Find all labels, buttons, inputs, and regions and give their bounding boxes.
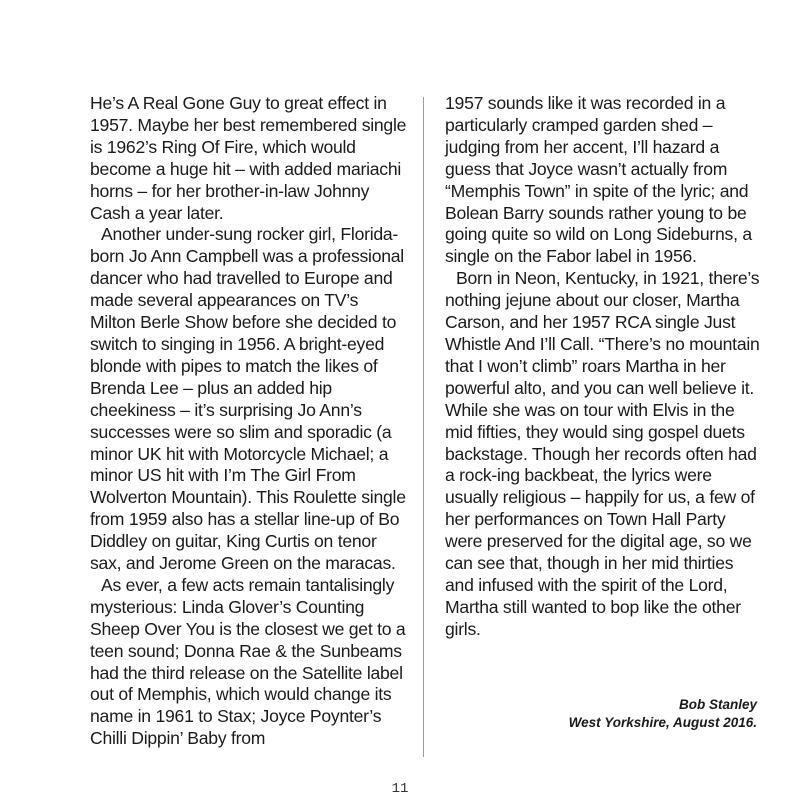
left-paragraph-1: He’s A Real Gone Guy to great effect in 1957. Maybe her best remembered single is 1962’s Ring Of Fire, which would become a huge hit – with added mariachi horns – for her brother-in-law Johnny Cash a year later.	[90, 93, 407, 223]
left-paragraph-2: Another under-sung rocker girl, Florida-born Jo Ann Campbell was a professional dancer who had travelled to Europe and made several appearances on TV’s Milton Berle Show before she decided to switch to singing in 1956. A bright-eyed blonde with pipes to match the likes of Brenda Lee – plus an added hip cheekiness – it’s surprising Jo Ann’s successes were so slim and sporadic (a minor UK hit with Motorcycle Michael; a minor US hit with I’m The Girl From Wolverton Mountain). This Roulette single from 1959 also has a stellar line-up of Bo Diddley on guitar, King Curtis on tenor sax, and Jerome Green on the maracas.	[90, 224, 406, 574]
left-column	[90, 93, 408, 750]
author-signature	[569, 696, 757, 732]
right-paragraph-1: 1957 sounds like it was recorded in a particularly cramped garden shed – judging from her accent, I’ll hazard a guess that Joyce wasn’t actually from “Memphis Town” in spite of the lyric; and Bolean Barry sounds rather young to be going quite so wild on Long Sideburns, a single on the Fabor label in 1956.	[445, 93, 752, 267]
page-number: 11	[391, 781, 409, 797]
place-date: West Yorkshire, August 2016.	[568, 715, 757, 730]
right-column	[445, 93, 763, 641]
column-divider	[423, 97, 424, 757]
author-name: Bob Stanley	[678, 697, 757, 712]
left-paragraph-3: As ever, a few acts remain tantalisingly mysterious: Linda Glover’s Counting Sheep Over You is the closest we get to a teen sound; Donna Rae & the Sunbeams had the third release on the Satellite label out of Memphis, which would change its name in 1961 to Stax; Joyce Poynter’s Chilli Dippin’ Baby from	[90, 574, 406, 749]
right-paragraph-2: Born in Neon, Kentucky, in 1921, there’s nothing jejune about our closer, Martha Carson, and her 1957 RCA single Just Whistle And I’ll Call. “There’s no mountain that I won’t climb” roars Martha in her powerful alto, and you can well believe it. While she was on tour with Elvis in the mid fifties, they would sing gospel duets backstage. Though her records often had a rock-ing backbeat, the lyrics were usually religious – happily for us, a few of her performances on Town Hall Party were preserved for the digital age, so we can see that, though in her mid thirties and infused with the spirit of the Lord, Martha still wanted to bop like the other girls.	[445, 268, 760, 639]
